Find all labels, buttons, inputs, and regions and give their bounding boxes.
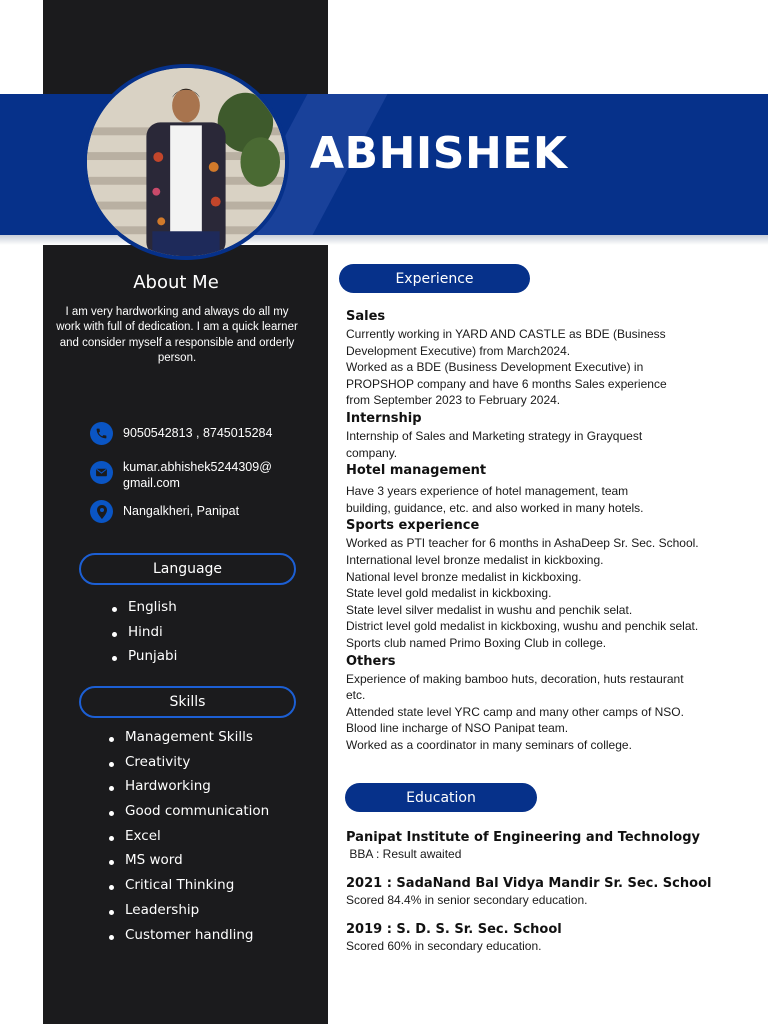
skill-item: Leadership <box>109 902 269 927</box>
skill-item: Excel <box>109 828 269 853</box>
experience-line: Attended state level YRC camp and many other camps of NSO. <box>346 704 684 719</box>
education-title: 2019 : S. D. S. Sr. Sec. School <box>346 922 562 937</box>
contact-location <box>90 500 239 523</box>
experience-block-sales <box>346 309 764 409</box>
education-entry <box>346 830 764 861</box>
skills-heading: Skills <box>79 686 296 718</box>
language-item: Hindi <box>112 624 177 649</box>
experience-line: Worked as a coordinator in many seminars of college. <box>346 737 632 752</box>
email-line-1[interactable]: kumar.abhishek5244309@ <box>123 460 272 474</box>
experience-block-sports <box>346 518 764 651</box>
experience-block-others <box>346 654 764 754</box>
phone-icon <box>90 422 113 445</box>
experience-line: Experience of making bamboo huts, decoration, huts restaurant <box>346 671 684 686</box>
experience-block-hotel <box>346 463 764 516</box>
experience-section <box>346 309 764 755</box>
education-detail: Scored 60% in secondary education. <box>346 939 542 953</box>
experience-line: PROPSHOP company and have 6 months Sales experience <box>346 376 667 391</box>
experience-line: from September 2023 to February 2024. <box>346 393 561 408</box>
skill-item: MS word <box>109 852 269 877</box>
experience-line: building, guidance, etc. and also worked in many hotels. <box>346 500 644 515</box>
email-icon <box>90 461 113 484</box>
language-item: English <box>112 599 177 624</box>
education-heading: Education <box>345 783 537 812</box>
experience-line: State level silver medalist in wushu and penchik selat. <box>346 602 633 617</box>
experience-line: Sports club named Primo Boxing Club in college. <box>346 635 607 650</box>
education-detail: BBA : Result awaited <box>346 847 462 861</box>
experience-line: District level gold medalist in kickboxing, wushu and penchik selat. <box>346 619 699 634</box>
experience-title: Others <box>346 653 396 669</box>
phone-text: 9050542813 , 8745015284 <box>123 426 273 440</box>
location-pin-icon <box>90 500 113 523</box>
experience-line: National level bronze medalist in kickboxing. <box>346 569 582 584</box>
education-title: 2021 : SadaNand Bal Vidya Mandir Sr. Sec. School <box>346 876 712 891</box>
experience-line: Internship of Sales and Marketing strategy in Grayquest <box>346 428 643 443</box>
skill-item: Good communication <box>109 803 269 828</box>
education-title: Panipat Institute of Engineering and Technology <box>346 830 700 845</box>
experience-title: Sales <box>346 309 386 324</box>
email-line-2[interactable]: gmail.com <box>123 476 180 490</box>
experience-line: Currently working in YARD AND CASTLE as BDE (Business <box>346 327 666 341</box>
language-list <box>112 599 177 673</box>
skill-item: Critical Thinking <box>109 877 269 902</box>
education-entry <box>346 876 764 907</box>
experience-line: Worked as a BDE (Business Development Executive) in <box>346 360 644 375</box>
about-text: I am very hardworking and always do all my work with full of dedication. I am a quick learner and consider myself a responsible and orderly person. <box>56 306 298 364</box>
experience-heading: Experience <box>339 264 530 293</box>
profile-photo <box>83 64 289 260</box>
skills-list <box>109 729 269 951</box>
experience-title: Hotel management <box>346 463 487 479</box>
experience-title: Sports experience <box>346 518 480 534</box>
banner-shadow <box>0 235 768 245</box>
experience-line: Blood line incharge of NSO Panipat team. <box>346 721 569 736</box>
contact-phone <box>90 422 272 445</box>
experience-line: company. <box>346 445 398 460</box>
candidate-name: ABHISHEK <box>310 128 568 179</box>
education-entry <box>346 922 764 953</box>
experience-line: International level bronze medalist in kickboxing. <box>346 552 604 567</box>
education-detail: Scored 84.4% in senior secondary education. <box>346 893 588 907</box>
skill-item: Creativity <box>109 754 269 779</box>
skill-item: Management Skills <box>109 729 269 754</box>
experience-title: Internship <box>346 410 422 426</box>
language-item: Punjabi <box>112 648 177 673</box>
experience-line: Worked as PTI teacher for 6 months in AshaDeep Sr. Sec. School. <box>346 536 699 551</box>
language-heading: Language <box>79 553 296 585</box>
skill-item: Customer handling <box>109 927 269 952</box>
experience-line: State level gold medalist in kickboxing. <box>346 586 552 601</box>
experience-line: Have 3 years experience of hotel management, team <box>346 484 629 499</box>
experience-line: Development Executive) from March2024. <box>346 343 571 358</box>
location-text: Nangalkheri, Panipat <box>123 504 240 518</box>
experience-line: etc. <box>346 688 366 703</box>
about-title: About Me <box>133 272 219 293</box>
experience-block-internship <box>346 411 764 461</box>
contact-email <box>90 459 272 491</box>
skill-item: Hardworking <box>109 778 269 803</box>
